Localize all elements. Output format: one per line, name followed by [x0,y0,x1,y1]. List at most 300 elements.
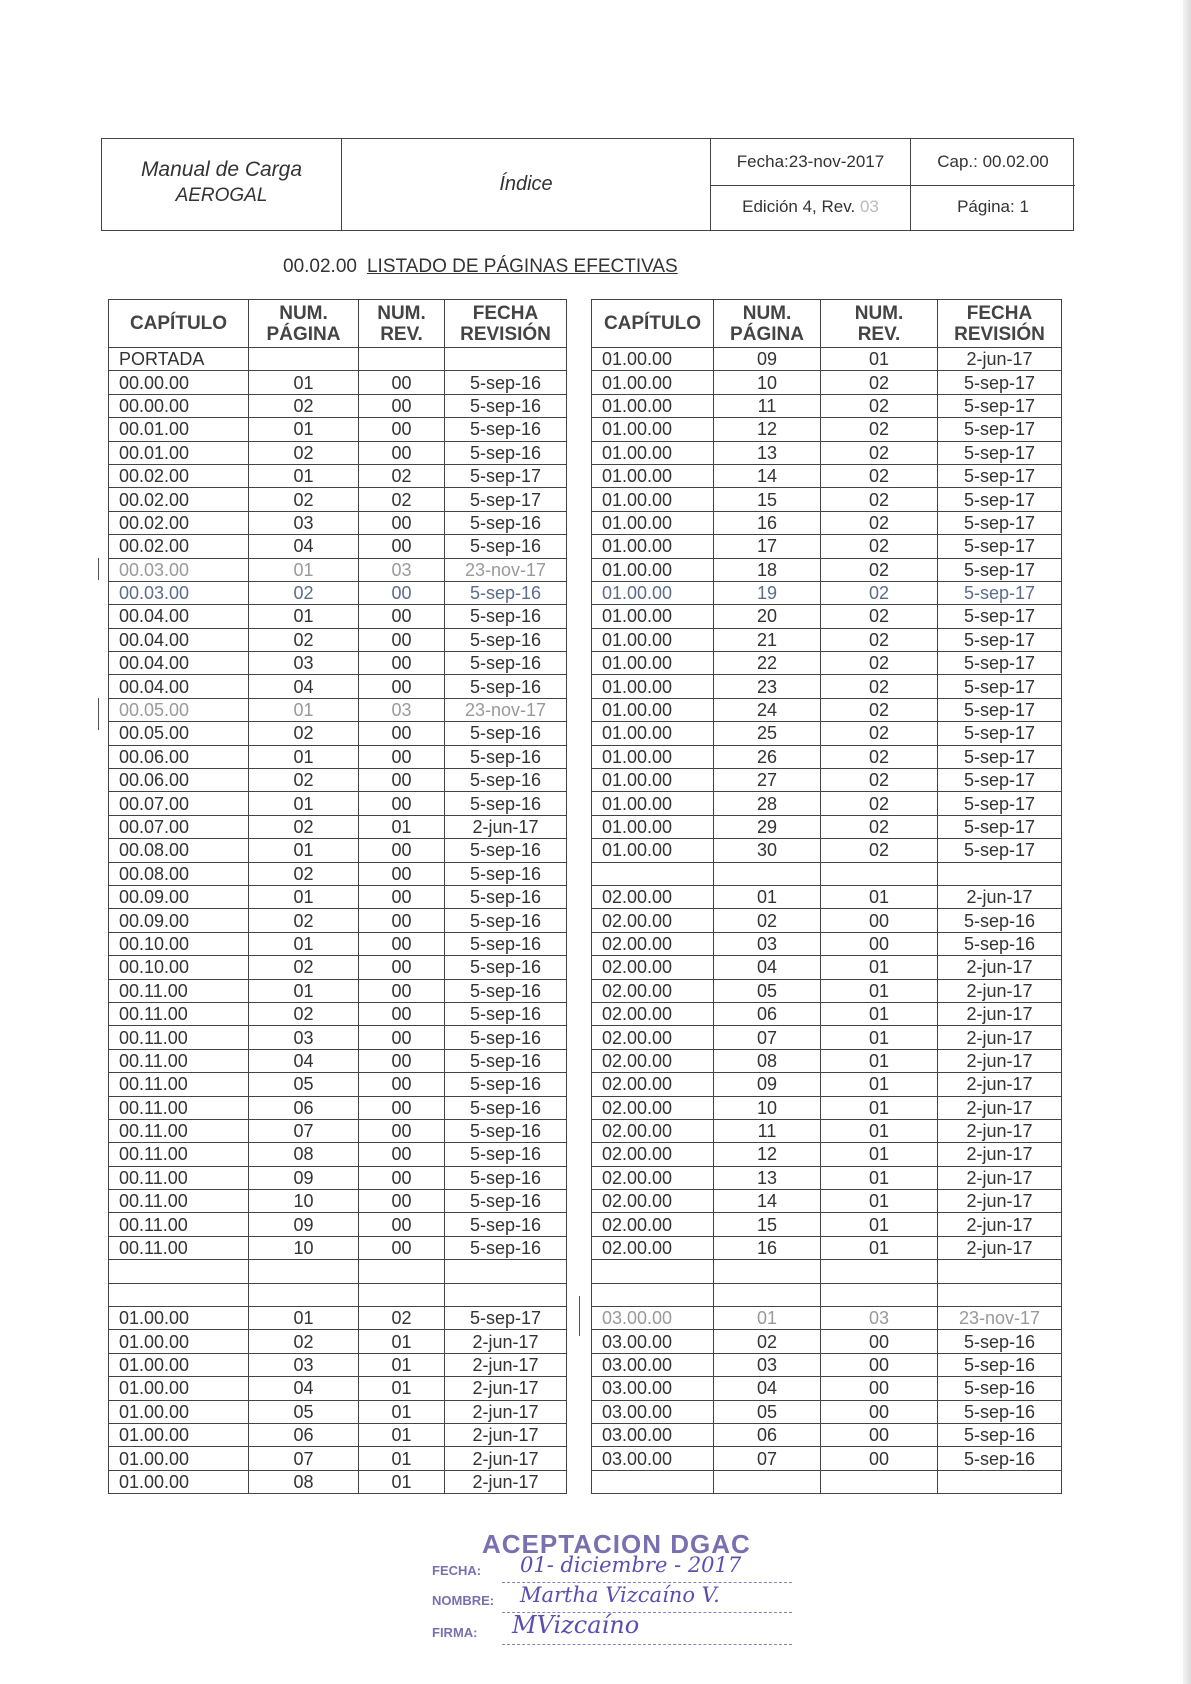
cell-capitulo: 00.11.00 [109,1190,249,1213]
cell-fecha-revision: 5-sep-17 [938,652,1062,675]
cell-num-pagina: 04 [249,1377,359,1400]
cell-num-rev: 02 [821,745,938,768]
cell-fecha-revision: 5-sep-17 [445,1307,567,1330]
table-row [109,885,567,908]
cell-num-pagina: 01 [249,932,359,955]
table-row [592,1213,1062,1236]
effective-pages-table-right [591,299,1062,1494]
table-row [592,1236,1062,1259]
cell-num-pagina: 04 [249,675,359,698]
table-row [592,511,1062,534]
cell-num-rev: 01 [359,1423,445,1446]
cell-num-rev: 01 [821,1236,938,1259]
cell-num-pagina: 05 [714,1400,821,1423]
cell-num-pagina: 09 [249,1166,359,1189]
cell-num-pagina: 10 [249,1236,359,1259]
cell-num-pagina: 02 [249,488,359,511]
cell-num-pagina: 26 [714,745,821,768]
cell-num-pagina: 03 [714,1353,821,1376]
table-row [109,1119,567,1142]
cell-fecha-revision: 5-sep-16 [445,652,567,675]
cell-num-rev: 00 [359,418,445,441]
cell-capitulo: 02.00.00 [592,1213,714,1236]
cell-capitulo: 01.00.00 [109,1470,249,1493]
cell-fecha-revision: 5-sep-16 [445,581,567,604]
table-row [109,1283,567,1306]
cell-num-rev: 01 [359,1353,445,1376]
table-body-right [592,348,1062,1494]
cell-num-rev: 00 [359,1143,445,1166]
cell-num-pagina: 10 [714,1096,821,1119]
cell-capitulo: 01.00.00 [592,628,714,651]
cell-num-pagina: 27 [714,769,821,792]
table-row [109,862,567,885]
cell-fecha-revision: 5-sep-17 [938,394,1062,417]
cell-fecha-revision: 5-sep-17 [938,839,1062,862]
stamp-firma-label: FIRMA: [432,1625,478,1640]
cell-num-pagina: 13 [714,1166,821,1189]
cell-num-rev: 00 [359,909,445,932]
table-row [592,1119,1062,1142]
cell-num-rev: 02 [821,628,938,651]
table-body-left [109,348,567,1494]
cell-capitulo: 02.00.00 [592,885,714,908]
table-row [109,1307,567,1330]
table-row [109,769,567,792]
cell-num-rev: 00 [359,371,445,394]
cell-capitulo: 02.00.00 [592,1073,714,1096]
cell-capitulo: 00.07.00 [109,792,249,815]
cell-num-rev: 02 [821,558,938,581]
table-row [592,745,1062,768]
cell-num-rev: 00 [821,932,938,955]
cell-num-rev: 02 [821,698,938,721]
cell-num-pagina: 02 [249,1002,359,1025]
cell-fecha-revision: 5-sep-16 [445,745,567,768]
cell-num-rev: 00 [359,511,445,534]
cell-num-pagina: 08 [249,1143,359,1166]
cell-fecha-revision: 5-sep-17 [938,792,1062,815]
cell-num-rev: 01 [821,1213,938,1236]
cell-num-pagina: 06 [249,1096,359,1119]
cell-fecha-revision: 5-sep-17 [938,815,1062,838]
cell-capitulo: 02.00.00 [592,979,714,1002]
table-row [592,1260,1062,1283]
cell-num-rev: 00 [359,722,445,745]
table-row [592,909,1062,932]
table-row [592,885,1062,908]
cell-capitulo: 01.00.00 [592,371,714,394]
table-row [592,698,1062,721]
effective-pages-table-left [108,299,567,1494]
cell-num-rev: 00 [359,1002,445,1025]
table-row [592,839,1062,862]
cell-num-pagina: 29 [714,815,821,838]
cell-num-rev [821,1260,938,1283]
cell-fecha-revision: 2-jun-17 [938,885,1062,908]
cell-num-rev: 00 [359,1073,445,1096]
table-row [109,722,567,745]
cell-capitulo: 02.00.00 [592,1166,714,1189]
table-row [109,1260,567,1283]
cell-num-rev: 02 [359,464,445,487]
cell-fecha-revision: 2-jun-17 [938,1049,1062,1072]
edition-revision: 03 [859,197,879,217]
cell-num-pagina [249,1283,359,1306]
table-row [109,1236,567,1259]
cell-fecha-revision: 5-sep-16 [445,1143,567,1166]
cell-num-rev: 02 [821,535,938,558]
cell-num-rev: 00 [359,769,445,792]
cell-num-pagina: 02 [249,722,359,745]
cell-fecha-revision: 5-sep-16 [445,1002,567,1025]
cell-num-rev: 00 [359,862,445,885]
table-row [592,1470,1062,1493]
cell-num-pagina: 06 [714,1423,821,1446]
cell-num-rev [359,348,445,371]
cell-capitulo: 01.00.00 [592,652,714,675]
cell-fecha-revision: 5-sep-16 [445,909,567,932]
cell-capitulo: 01.00.00 [109,1400,249,1423]
cell-fecha-revision: 5-sep-16 [445,979,567,1002]
cell-num-rev: 01 [821,1073,938,1096]
cell-num-pagina: 12 [714,418,821,441]
cell-num-rev: 01 [821,1002,938,1025]
col-header-num-pagina: NUM. PÁGINA [249,300,359,348]
cell-num-rev: 01 [821,956,938,979]
table-row [592,1283,1062,1306]
cell-fecha-revision: 5-sep-16 [445,371,567,394]
cell-num-pagina: 11 [714,1119,821,1142]
cell-num-rev: 00 [359,885,445,908]
cell-fecha-revision: 5-sep-17 [938,418,1062,441]
table-row [109,792,567,815]
table-row [109,464,567,487]
table-row [592,441,1062,464]
table-row [109,1377,567,1400]
table-row [592,722,1062,745]
cell-fecha-revision: 2-jun-17 [938,1026,1062,1049]
cell-fecha-revision: 5-sep-16 [445,511,567,534]
table-row [592,1423,1062,1446]
table-row [592,792,1062,815]
cell-capitulo: 01.00.00 [592,488,714,511]
cell-num-pagina: 01 [249,1307,359,1330]
cell-num-pagina: 01 [249,418,359,441]
cell-capitulo: 00.10.00 [109,956,249,979]
table-row [592,1330,1062,1353]
cell-capitulo: 02.00.00 [592,1143,714,1166]
cell-num-rev: 02 [821,418,938,441]
stamp-nombre-label: NOMBRE: [432,1593,495,1608]
cell-fecha-revision: 5-sep-17 [938,698,1062,721]
cell-fecha-revision: 5-sep-16 [938,932,1062,955]
col-header-capitulo: CAPÍTULO [109,300,249,348]
cell-num-rev: 00 [359,1119,445,1142]
cell-fecha-revision: 5-sep-17 [445,464,567,487]
table-row [592,862,1062,885]
table-row [109,1423,567,1446]
cell-fecha-revision: 2-jun-17 [445,1447,567,1470]
table-row [109,488,567,511]
cell-capitulo: 03.00.00 [592,1377,714,1400]
cell-fecha-revision: 2-jun-17 [938,1119,1062,1142]
table-row [592,1353,1062,1376]
cell-num-pagina: 03 [249,511,359,534]
cell-capitulo: 02.00.00 [592,932,714,955]
cell-fecha-revision: 5-sep-16 [445,885,567,908]
cell-fecha-revision: 23-nov-17 [445,558,567,581]
cell-capitulo: 00.06.00 [109,745,249,768]
table-row [109,979,567,1002]
cell-capitulo: 00.02.00 [109,535,249,558]
cell-fecha-revision: 5-sep-16 [445,1049,567,1072]
cell-fecha-revision: 5-sep-16 [445,1213,567,1236]
cell-num-pagina: 01 [249,792,359,815]
cell-fecha-revision: 2-jun-17 [938,1190,1062,1213]
cell-capitulo: 01.00.00 [592,722,714,745]
cell-capitulo: 01.00.00 [592,418,714,441]
cell-fecha-revision: 2-jun-17 [938,979,1062,1002]
cell-num-pagina: 28 [714,792,821,815]
cell-fecha-revision: 2-jun-17 [445,1400,567,1423]
cell-capitulo: 03.00.00 [592,1353,714,1376]
cell-fecha-revision: 2-jun-17 [445,1470,567,1493]
cell-num-rev: 00 [359,441,445,464]
cell-capitulo: 01.00.00 [109,1377,249,1400]
table-row [592,1002,1062,1025]
page-edge [1183,0,1191,1684]
cell-capitulo: 00.01.00 [109,441,249,464]
cell-num-pagina: 30 [714,839,821,862]
cell-num-rev: 00 [359,394,445,417]
cell-num-pagina: 15 [714,1213,821,1236]
cell-capitulo: 00.03.00 [109,558,249,581]
cell-capitulo: 02.00.00 [592,1190,714,1213]
cell-num-rev: 01 [359,1400,445,1423]
cell-num-rev: 01 [821,1143,938,1166]
table-row [592,675,1062,698]
cell-fecha-revision: 5-sep-16 [938,1330,1062,1353]
cell-num-pagina: 07 [249,1119,359,1142]
revision-bar [98,698,99,730]
cell-capitulo: 03.00.00 [592,1447,714,1470]
table-row [109,1002,567,1025]
table-row [109,652,567,675]
cell-num-pagina: 20 [714,605,821,628]
cell-capitulo: 02.00.00 [592,1236,714,1259]
edition-label: Edición 4, Rev. [742,197,856,217]
cell-capitulo [109,1260,249,1283]
table-row [592,348,1062,371]
cell-capitulo: 02.00.00 [592,1026,714,1049]
cell-fecha-revision: 5-sep-17 [938,769,1062,792]
cell-capitulo: 00.02.00 [109,464,249,487]
table-row [109,932,567,955]
document-header [101,138,1074,231]
table-row [592,535,1062,558]
cell-capitulo: 01.00.00 [109,1423,249,1446]
cell-num-rev: 02 [821,371,938,394]
cell-num-rev: 00 [821,1377,938,1400]
cell-num-rev: 02 [821,839,938,862]
header-chapter: Cap.: 00.02.00 [911,139,1075,186]
cell-capitulo: 01.00.00 [592,675,714,698]
cell-capitulo [592,1260,714,1283]
table-row [592,581,1062,604]
cell-fecha-revision: 2-jun-17 [938,1143,1062,1166]
table-row [109,581,567,604]
cell-capitulo: 01.00.00 [109,1307,249,1330]
cell-num-rev: 01 [821,1049,938,1072]
cell-fecha-revision: 5-sep-16 [445,418,567,441]
cell-num-rev: 00 [821,1330,938,1353]
cell-num-rev: 02 [821,581,938,604]
cell-num-rev: 01 [359,1470,445,1493]
cell-capitulo: 01.00.00 [109,1353,249,1376]
col-header-num-pagina: NUM. PÁGINA [714,300,821,348]
cell-num-rev [359,1283,445,1306]
table-row [109,348,567,371]
cell-num-rev: 02 [821,792,938,815]
cell-fecha-revision: 5-sep-16 [445,1073,567,1096]
cell-num-pagina: 05 [249,1073,359,1096]
table-row [109,558,567,581]
cell-capitulo: 00.00.00 [109,394,249,417]
cell-fecha-revision: 5-sep-17 [938,558,1062,581]
cell-capitulo: 00.06.00 [109,769,249,792]
cell-num-pagina: 17 [714,535,821,558]
table-row [592,418,1062,441]
cell-num-pagina: 01 [249,745,359,768]
cell-num-pagina: 03 [249,652,359,675]
cell-capitulo: 00.04.00 [109,628,249,651]
section-cell [342,139,711,230]
cell-num-pagina: 01 [249,698,359,721]
cell-fecha-revision [445,1283,567,1306]
cell-fecha-revision: 2-jun-17 [938,1073,1062,1096]
cell-num-pagina: 07 [714,1447,821,1470]
cell-capitulo: 03.00.00 [592,1423,714,1446]
cell-capitulo: 00.07.00 [109,815,249,838]
cell-fecha-revision: 5-sep-16 [445,628,567,651]
cell-num-pagina: 02 [249,628,359,651]
cell-num-rev: 00 [359,956,445,979]
cell-capitulo: 00.11.00 [109,1073,249,1096]
cell-capitulo: 00.04.00 [109,675,249,698]
cell-num-rev: 01 [821,1166,938,1189]
cell-num-rev: 00 [821,909,938,932]
cell-fecha-revision: 5-sep-17 [445,488,567,511]
col-header-fecha-revision: FECHA REVISIÓN [445,300,567,348]
cell-fecha-revision: 5-sep-16 [445,675,567,698]
cell-num-pagina: 06 [714,1002,821,1025]
cell-num-pagina [249,1260,359,1283]
cell-num-rev: 00 [359,628,445,651]
table-row [109,511,567,534]
cell-fecha-revision: 5-sep-17 [938,581,1062,604]
cell-fecha-revision: 2-jun-17 [445,1377,567,1400]
cell-fecha-revision: 2-jun-17 [445,1330,567,1353]
cell-capitulo: 00.00.00 [109,371,249,394]
cell-fecha-revision: 5-sep-16 [445,956,567,979]
cell-num-pagina [714,1470,821,1493]
cell-num-rev: 01 [821,1119,938,1142]
cell-num-pagina: 01 [249,885,359,908]
table-row [592,558,1062,581]
stamp-signature: MVizcaíno [512,1611,640,1639]
cell-capitulo: 01.00.00 [592,815,714,838]
cell-num-pagina: 06 [249,1423,359,1446]
cell-capitulo: 00.11.00 [109,979,249,1002]
cell-num-rev: 00 [359,675,445,698]
cell-fecha-revision: 5-sep-16 [938,1400,1062,1423]
cell-num-rev: 00 [359,1049,445,1072]
cell-num-pagina: 02 [249,956,359,979]
cell-num-pagina: 09 [714,1073,821,1096]
cell-fecha-revision: 5-sep-16 [445,1166,567,1189]
cell-num-rev [821,862,938,885]
col-header-capitulo: CAPÍTULO [592,300,714,348]
cell-capitulo: 01.00.00 [592,769,714,792]
cell-num-rev: 02 [359,1307,445,1330]
cell-fecha-revision [938,1260,1062,1283]
section-title: Índice [499,173,553,195]
cell-fecha-revision: 5-sep-17 [938,745,1062,768]
cell-num-rev: 00 [359,792,445,815]
cell-num-pagina: 01 [714,1307,821,1330]
cell-num-pagina: 01 [249,839,359,862]
table-row [592,1377,1062,1400]
cell-num-rev: 00 [359,535,445,558]
cell-capitulo: 00.11.00 [109,1143,249,1166]
table-row [109,605,567,628]
cell-num-rev: 01 [821,1096,938,1119]
cell-fecha-revision: 5-sep-16 [445,1190,567,1213]
cell-fecha-revision [445,348,567,371]
cell-capitulo: 00.01.00 [109,418,249,441]
table-row [109,1143,567,1166]
cell-capitulo: 02.00.00 [592,956,714,979]
cell-fecha-revision: 23-nov-17 [938,1307,1062,1330]
cell-fecha-revision [938,862,1062,885]
cell-fecha-revision: 5-sep-16 [445,1119,567,1142]
cell-num-rev: 01 [359,1330,445,1353]
table-row [592,652,1062,675]
cell-num-pagina: 04 [249,535,359,558]
cell-num-rev: 00 [359,581,445,604]
cell-num-rev: 02 [821,605,938,628]
cell-capitulo: 02.00.00 [592,1119,714,1142]
table-row [109,628,567,651]
table-row [109,1190,567,1213]
cell-num-rev [821,1283,938,1306]
manual-title-cell [102,139,342,230]
cell-num-rev: 00 [359,1236,445,1259]
cell-num-pagina: 09 [714,348,821,371]
cell-num-pagina [714,862,821,885]
cell-num-pagina: 09 [249,1213,359,1236]
cell-fecha-revision: 5-sep-17 [938,722,1062,745]
cell-num-rev: 00 [359,1213,445,1236]
table-row [109,1096,567,1119]
cell-num-pagina: 01 [714,885,821,908]
cell-num-pagina: 01 [249,464,359,487]
cell-num-rev: 01 [821,1026,938,1049]
cell-capitulo: 02.00.00 [592,1096,714,1119]
cell-fecha-revision [938,1283,1062,1306]
table-row [109,1447,567,1470]
